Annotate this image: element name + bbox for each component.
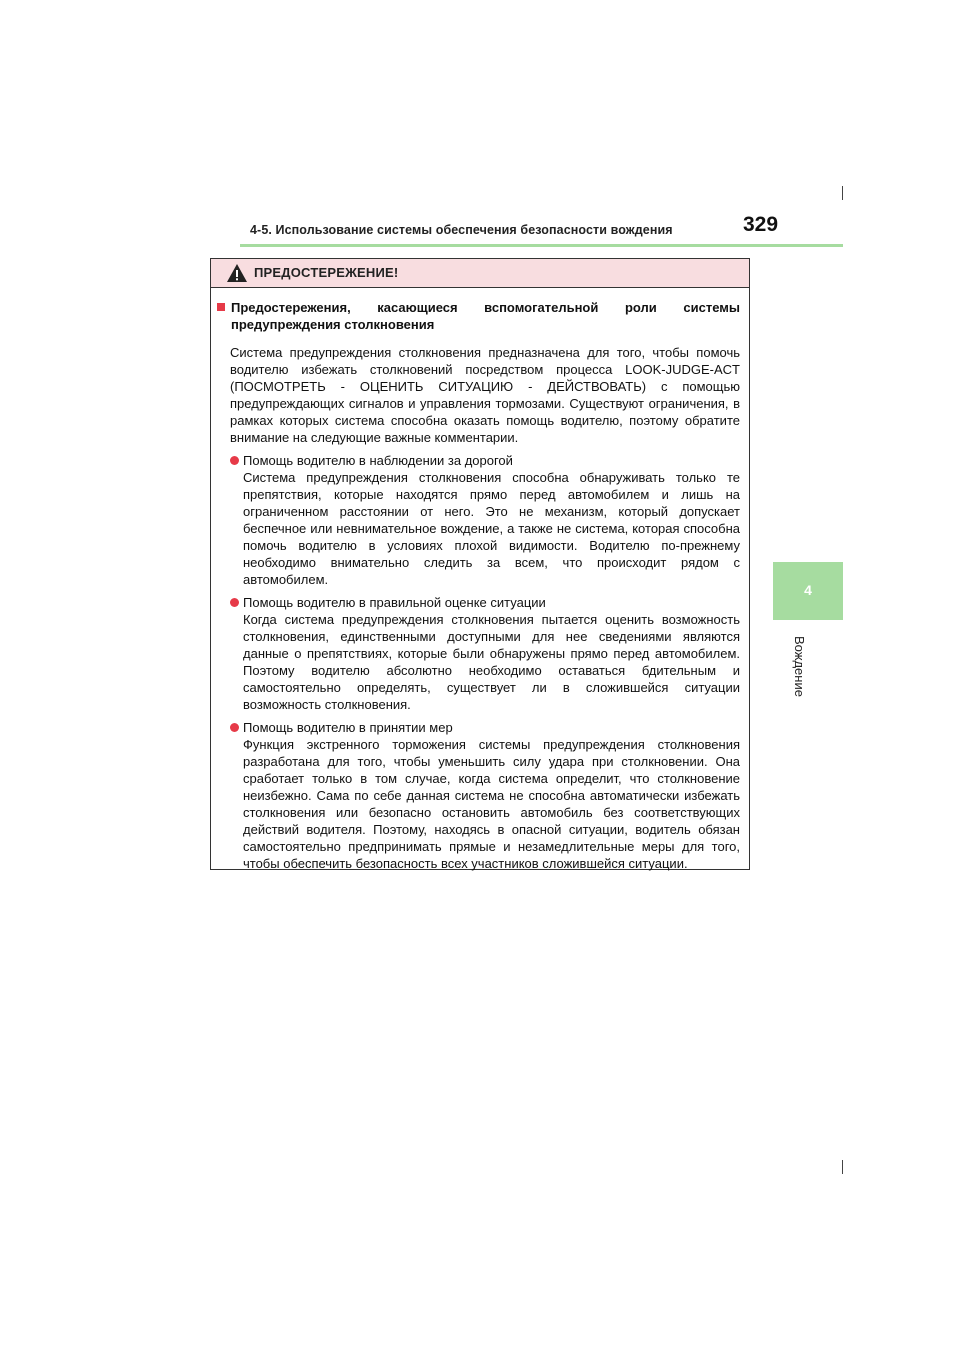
section-title: 4-5. Использование системы обеспечения безопасности вождения bbox=[250, 223, 673, 237]
caution-header bbox=[211, 259, 749, 288]
round-bullet-icon bbox=[230, 723, 239, 732]
square-bullet-icon bbox=[217, 303, 225, 311]
caution-heading-text: Предостережения, касающиеся вспомогательной роли системы предупреждения столкновения bbox=[231, 300, 740, 332]
caution-box bbox=[210, 258, 750, 870]
page-number: 329 bbox=[743, 213, 779, 236]
list-item-text: Функция экстренного торможения системы предупреждения столкновения разработана для того, чтобы уменьшить силу удара при столкновении. Она сработает только в том случае, когда система определит, что столкновение неизбежно. Сама по себе данная система не способна автоматически избежать столкновения или безопасно остановить автомобиль без соответствующих действий водителя. Поэтому, находясь в опасной ситуации, водитель обязан самостоятельно предпринимать прямые и незамедлительные меры для того, чтобы обеспечить безопасность всех участников сложившейся ситуации. bbox=[243, 737, 740, 871]
chapter-number: 4 bbox=[804, 582, 812, 598]
intro-paragraph: Система предупреждения столкновения предназначена для того, чтобы помочь водителю избежать столкновений посредством процесса LOOK-JUDGE-ACT (ПОСМОТРЕТЬ - ОЦЕНИТЬ СИТУАЦИЮ - ДЕЙСТВОВАТЬ) с помощью предупреждающих сигналов и управления тормозами. Существуют ограничения, в рамках которых система способна оказать помощь водителю, поэтому обратите внимание на следующие важные комментарии. bbox=[230, 345, 740, 445]
chapter-label: Вождение bbox=[792, 636, 807, 697]
list-item-title: Помощь водителю в принятии мер bbox=[243, 720, 453, 735]
list-item-text: Система предупреждения столкновения способна обнаруживать только те препятствия, которые находятся прямо перед автомобилем и лишь на ограниченном расстоянии от него. Это не механизм, который допускает беспечное или невнимательное вождение, а также не система, которая способна помочь водителю в условиях плохой видимости. Водителю по-прежнему необходимо внимательно следить за всем, что происходит рядом с автомобилем. bbox=[243, 470, 740, 587]
header-rule bbox=[240, 244, 843, 247]
warning-icon bbox=[226, 263, 248, 283]
caution-body bbox=[217, 299, 740, 872]
crop-mark-top bbox=[842, 186, 843, 200]
caution-heading bbox=[217, 299, 740, 333]
list-item-text: Когда система предупреждения столкновения пытается оценить возможность столкновения, единственными доступными для нее сведениями являются данные о препятствиях, которые были обнаружены прямо перед автомобилем. Поэтому водителю абсолютно необходимо оставаться бдительным и самостоятельно определять, существует ли в сложившейся ситуации возможность столкновения. bbox=[243, 612, 740, 712]
chapter-tab bbox=[773, 562, 843, 620]
list-item bbox=[243, 594, 740, 713]
list-item bbox=[243, 719, 740, 872]
list-item-title: Помощь водителю в наблюдении за дорогой bbox=[243, 453, 513, 468]
list-item bbox=[243, 452, 740, 588]
caution-title: ПРЕДОСТЕРЕЖЕНИЕ! bbox=[254, 265, 399, 280]
round-bullet-icon bbox=[230, 456, 239, 465]
round-bullet-icon bbox=[230, 598, 239, 607]
crop-mark-bottom bbox=[842, 1160, 843, 1174]
list-item-title: Помощь водителю в правильной оценке ситуации bbox=[243, 595, 546, 610]
